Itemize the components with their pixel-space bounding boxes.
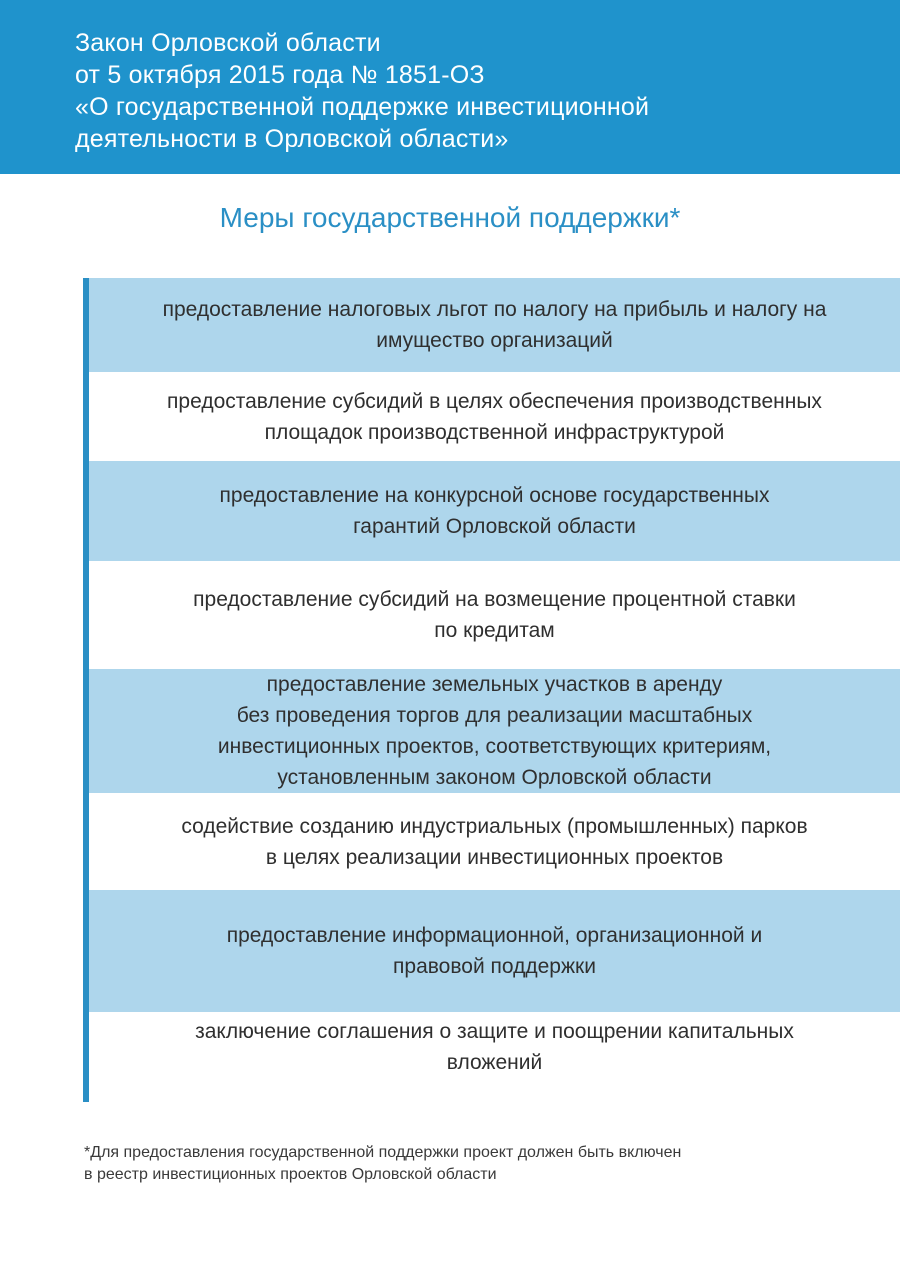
measure-line: содействие созданию индустриальных (промышленных) парков — [181, 814, 808, 838]
measure-line: гарантий Орловской области — [353, 515, 636, 538]
measure-line: предоставление информационной, организационной и — [226, 924, 763, 947]
footnote-line: в реестр инвестиционных проектов Орловской области — [84, 1166, 497, 1183]
measure-line: правовой поддержки — [393, 955, 596, 978]
measure-line: предоставление на конкурсной основе государственных — [219, 484, 770, 507]
law-title-line: деятельности в Орловской области» — [75, 125, 509, 153]
measure-line: площадок производственной инфраструктурой — [264, 420, 725, 444]
measure-item-industrial-parks — [89, 793, 900, 890]
measure-item-infrastructure-subsidies — [89, 372, 900, 461]
measure-line: по кредитам — [434, 619, 555, 642]
measure-item-investment-protection — [89, 1012, 900, 1082]
law-title — [75, 27, 649, 155]
measure-line: предоставление земельных участков в аренду — [266, 673, 723, 696]
law-title-line: Закон Орловской области — [75, 29, 381, 57]
measure-line: вложений — [446, 1051, 543, 1074]
measure-line: установленным законом Орловской области — [277, 766, 712, 789]
footnote — [84, 1142, 681, 1186]
footnote-line: *Для предоставления государственной поддержки проект должен быть включен — [84, 1144, 682, 1161]
measure-line: без проведения торгов для реализации масштабных — [236, 704, 753, 727]
measure-item-tax-benefits — [89, 278, 900, 372]
header-banner — [0, 0, 900, 174]
law-title-line: «О государственной поддержке инвестиционной — [75, 93, 650, 121]
measure-line: в целях реализации инвестиционных проектов — [265, 845, 724, 869]
measure-item-land-lease — [89, 669, 900, 793]
measure-line: инвестиционных проектов, соответствующих критериям, — [217, 735, 772, 758]
measure-line: предоставление субсидий в целях обеспечения производственных — [167, 389, 822, 413]
measure-item-informational-support — [89, 890, 900, 1012]
section-title: Меры государственной поддержки* — [219, 202, 681, 233]
measure-item-state-guarantees — [89, 461, 900, 561]
measure-item-interest-subsidies — [89, 561, 900, 669]
measure-line: заключение соглашения о защите и поощрении капитальных — [195, 1020, 794, 1043]
measure-line: предоставление субсидий на возмещение процентной ставки — [193, 588, 796, 611]
measure-line: имущество организаций — [376, 329, 613, 352]
law-title-line: от 5 октября 2015 года № 1851-ОЗ — [75, 61, 485, 89]
measure-line: предоставление налоговых льгот по налогу на прибыль и налогу на — [162, 298, 827, 321]
